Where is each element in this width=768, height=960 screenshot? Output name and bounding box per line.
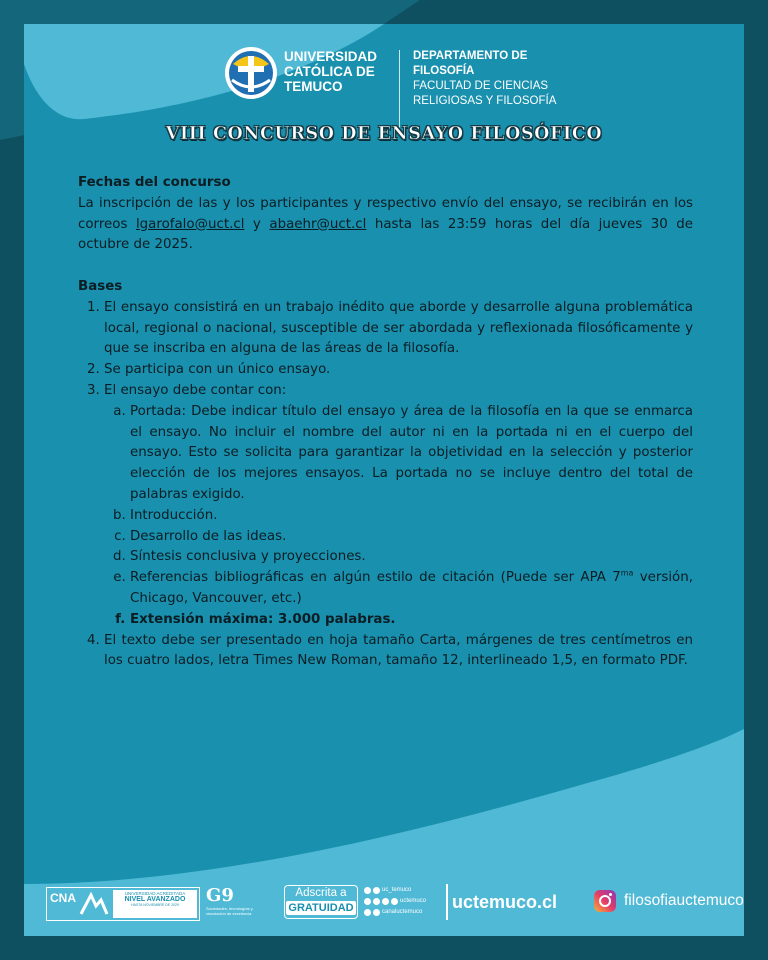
spacer (78, 256, 693, 277)
footer-divider (446, 884, 448, 920)
social-handles (364, 885, 442, 918)
cna-accreditation-badge (46, 887, 200, 921)
social-handle-2[interactable]: uctemuco (400, 898, 427, 904)
header-divider (399, 50, 400, 130)
university-line-1: UNIVERSIDAD (284, 49, 378, 64)
gratuidad-line-1: Adscrita a (295, 887, 347, 899)
requirement-f: f. Extensión máxima: 3.000 palabras. (130, 610, 693, 631)
contest-title: VIII CONCURSO DE ENSAYO FILOSÓFICO (165, 124, 603, 144)
cna-level-box (113, 890, 197, 918)
instagram-link[interactable] (594, 890, 744, 912)
requirement-d: d. Síntesis conclusiva y proyecciones. (130, 547, 693, 568)
university-line-2: CATÓLICA DE (284, 64, 375, 79)
faculty-line-1: FACULTAD DE CIENCIAS (413, 80, 549, 92)
g9-subtitle: Sociedades, tecnologías y vinculación de excelencia (206, 906, 253, 916)
requirement-b: b. Introducción. (130, 506, 693, 527)
social-handle-1[interactable]: uc_temuco (382, 887, 412, 893)
social-icon (391, 898, 398, 905)
social-row-2 (364, 896, 442, 907)
social-handle-3[interactable]: canaluctemuco (382, 909, 423, 915)
bases-item-3 (104, 381, 693, 631)
faculty-line-2: RELIGIOSAS Y FILOSOFÍA (413, 95, 557, 107)
bases-item-4: 4. El texto debe ser presentado en hoja tamaño Carta, márgenes de tres centímetros en los cuatro lados, letra Times New Roman, tamaño 12, interlineado 1,5, en formato PDF. (104, 631, 693, 673)
cna-mark-icon (79, 892, 109, 916)
instagram-handle: filosofiauctemuco (624, 892, 744, 909)
gratuidad-badge (284, 885, 358, 919)
university-line-3: TEMUCO (284, 79, 343, 94)
bases-item-3-text: El ensayo debe contar con: (104, 382, 287, 398)
social-icon (364, 898, 371, 905)
bases-item-1: 1. El ensayo consistirá en un trabajo inédito que aborde y desarrolle alguna problemática local, regional o nacional, susceptible de ser abordada y reflexionada filosóficamente y que se inscriba en alguna de las áreas de la filosofía. (104, 298, 693, 360)
social-icon (373, 909, 380, 916)
social-icon (382, 898, 389, 905)
social-icon (373, 887, 380, 894)
header-logos (224, 46, 604, 136)
dates-connector: y (244, 216, 270, 232)
email-link-lgarofalo[interactable]: lgarofalo@uct.cl (135, 216, 245, 232)
gratuidad-line-2: GRATUIDAD (286, 901, 356, 915)
requirement-e (130, 568, 693, 610)
university-name (284, 49, 414, 94)
social-icon (364, 909, 371, 916)
bases-item-2: 2. Se participa con un único ensayo. (104, 360, 693, 381)
social-row-1 (364, 885, 442, 896)
requirement-e-after: versión, Chicago, Vancouver, etc.) (130, 570, 693, 606)
poster-content (78, 173, 693, 672)
g9-logo: G9 (206, 885, 234, 906)
requirement-a: a. Portada: Debe indicar título del ensayo y área de la filosofía en la que se enmarca el ensayo. No incluir el nombre del autor ni en la portada ni en el cuerpo del ensayo. Esto se solicita para garantizar la objetividad en la selección y posterior elección de los mejores ensayos. La portada no se incluye dentro del total de palabras exigido. (130, 402, 693, 506)
requirement-e-before: Referencias bibliográficas en algún estilo de citación (Puede ser APA 7 (130, 570, 621, 586)
social-icon (373, 898, 380, 905)
dates-text-after: hasta las 23:59 horas del día jueves 30 de octubre de 2025. (78, 216, 693, 253)
requirement-e-sup: ma (620, 568, 634, 578)
university-emblem-icon (224, 46, 278, 100)
requirements-list (104, 402, 693, 631)
poster-panel (24, 24, 744, 936)
dates-text-before: La inscripción de las y los participantes y respectivo envío del ensayo, se recibirán en los correos (78, 195, 693, 232)
requirement-c: c. Desarrollo de las ideas. (130, 527, 693, 548)
cna-line-3: HASTA NOVIEMBRE DE 2029 (131, 903, 179, 907)
dates-paragraph (78, 194, 693, 256)
email-link-abaehr[interactable]: abaehr@uct.cl (269, 216, 367, 232)
dates-heading: Fechas del concurso (78, 175, 231, 190)
cna-logo: CNA (50, 891, 76, 905)
g9-badge (206, 885, 261, 916)
cna-line-2: NIVEL AVANZADO (124, 896, 186, 903)
department-name (413, 49, 613, 109)
bases-heading: Bases (78, 278, 123, 294)
instagram-icon (594, 890, 616, 912)
bases-list (78, 298, 693, 672)
social-icon (364, 887, 371, 894)
cna-line-1: UNIVERSIDAD ACREDITADA (124, 891, 186, 896)
website-link[interactable]: uctemuco.cl (452, 892, 558, 912)
social-row-3 (364, 907, 442, 918)
footer (46, 882, 744, 922)
department-line-2: FILOSOFÍA (413, 65, 475, 77)
department-line-1: DEPARTAMENTO DE (413, 50, 528, 62)
